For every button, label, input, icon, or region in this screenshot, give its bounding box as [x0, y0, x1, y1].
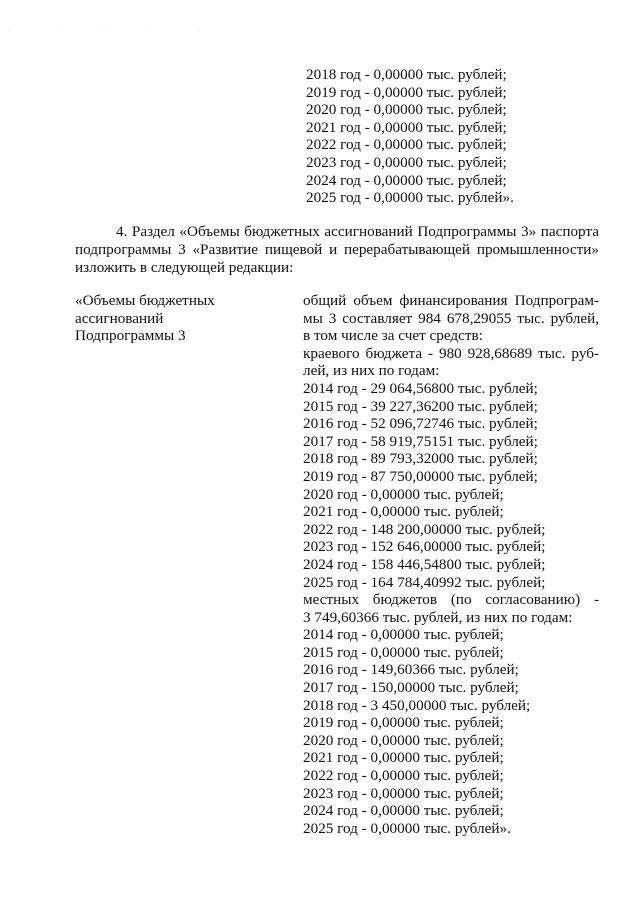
local-year-item: 2017 год - 150,00000 тыс. рублей;: [303, 679, 519, 697]
list-item: 2020 год - 0,00000 тыс. рублей;: [306, 101, 507, 119]
local-intro-line: 3 749,60366 тыс. рублей, из них по годам:: [303, 608, 573, 626]
label-line: «Объемы бюджетных: [75, 292, 215, 309]
regional-year-item: 2022 год - 148 200,00000 тыс. рублей;: [303, 520, 546, 538]
local-year-item: 2024 год - 0,00000 тыс. рублей;: [303, 802, 504, 820]
scan-marks: · · · · ·: [8, 28, 222, 34]
regional-year-item: 2015 год - 39 227,36200 тыс. рублей;: [303, 397, 538, 415]
regional-year-item: 2024 год - 158 446,54800 тыс. рублей;: [303, 555, 546, 573]
local-year-item: 2020 год - 0,00000 тыс. рублей;: [303, 731, 504, 749]
list-item: 2024 год - 0,00000 тыс. рублей;: [306, 171, 507, 189]
budget-content-column: [303, 292, 599, 837]
paragraph-line: подпрограммы 3 «Развитие пищевой и перерабатывающей промышленности»: [75, 241, 599, 258]
local-intro-line: местных бюджетов (по согласованию) -: [303, 591, 599, 609]
local-year-item: 2015 год - 0,00000 тыс. рублей;: [303, 643, 504, 661]
label-line: Подпрограммы 3: [75, 327, 186, 345]
list-item: 2025 год - 0,00000 тыс. рублей».: [306, 189, 514, 207]
local-year-item: 2021 год - 0,00000 тыс. рублей;: [303, 749, 504, 767]
regional-year-item: 2018 год - 89 793,32000 тыс. рублей;: [303, 450, 538, 468]
regional-year-item: 2023 год - 152 646,00000 тыс. рублей;: [303, 538, 546, 556]
list-item: 2019 год - 0,00000 тыс. рублей;: [306, 83, 507, 101]
list-item: 2021 год - 0,00000 тыс. рублей;: [306, 118, 507, 136]
list-item: 2023 год - 0,00000 тыс. рублей;: [306, 153, 507, 171]
regional-year-item: 2014 год - 29 064,56800 тыс. рублей;: [303, 379, 538, 397]
paragraph-line: 4. Раздел «Объемы бюджетных ассигнований Подпрограммы 3» паспорта: [116, 223, 599, 240]
intro-line: в том числе за счет средств:: [303, 327, 483, 345]
intro-line: мы 3 составляет 984 678,29055 тыс. рублей,: [303, 309, 599, 327]
list-item: 2022 год - 0,00000 тыс. рублей;: [306, 136, 507, 154]
local-year-item: 2022 год - 0,00000 тыс. рублей;: [303, 767, 504, 785]
intro-line: краевого бюджета - 980 928,68689 тыс. руб-: [303, 344, 599, 362]
local-year-item: 2014 год - 0,00000 тыс. рублей;: [303, 626, 504, 644]
label-line: ассигнований: [75, 309, 164, 327]
local-year-item: 2018 год - 3 450,00000 тыс. рублей;: [303, 696, 531, 714]
regional-year-item: 2016 год - 52 096,72746 тыс. рублей;: [303, 415, 538, 433]
list-item: 2018 год - 0,00000 тыс. рублей;: [306, 66, 507, 83]
regional-year-item: 2025 год - 164 784,40992 тыс. рублей;: [303, 573, 546, 591]
top-year-list: [306, 66, 514, 207]
local-year-item: 2023 год - 0,00000 тыс. рублей;: [303, 784, 504, 802]
intro-line: общий объем финансирования Подпрограм-: [303, 292, 599, 309]
local-year-item: 2025 год - 0,00000 тыс. рублей».: [303, 819, 511, 837]
intro-line: лей, из них по годам:: [303, 362, 440, 380]
regional-year-item: 2019 год - 87 750,00000 тыс. рублей;: [303, 467, 538, 485]
regional-year-item: 2020 год - 0,00000 тыс. рублей;: [303, 485, 504, 503]
regional-year-item: 2017 год - 58 919,75151 тыс. рублей;: [303, 432, 538, 450]
paragraph-line: изложить в следующей редакции:: [75, 259, 294, 276]
regional-year-item: 2021 год - 0,00000 тыс. рублей;: [303, 503, 504, 521]
local-year-item: 2019 год - 0,00000 тыс. рублей;: [303, 714, 504, 732]
local-year-item: 2016 год - 149,60366 тыс. рублей;: [303, 661, 519, 679]
section-4-paragraph: [75, 223, 599, 277]
budget-label-column: [75, 292, 215, 345]
